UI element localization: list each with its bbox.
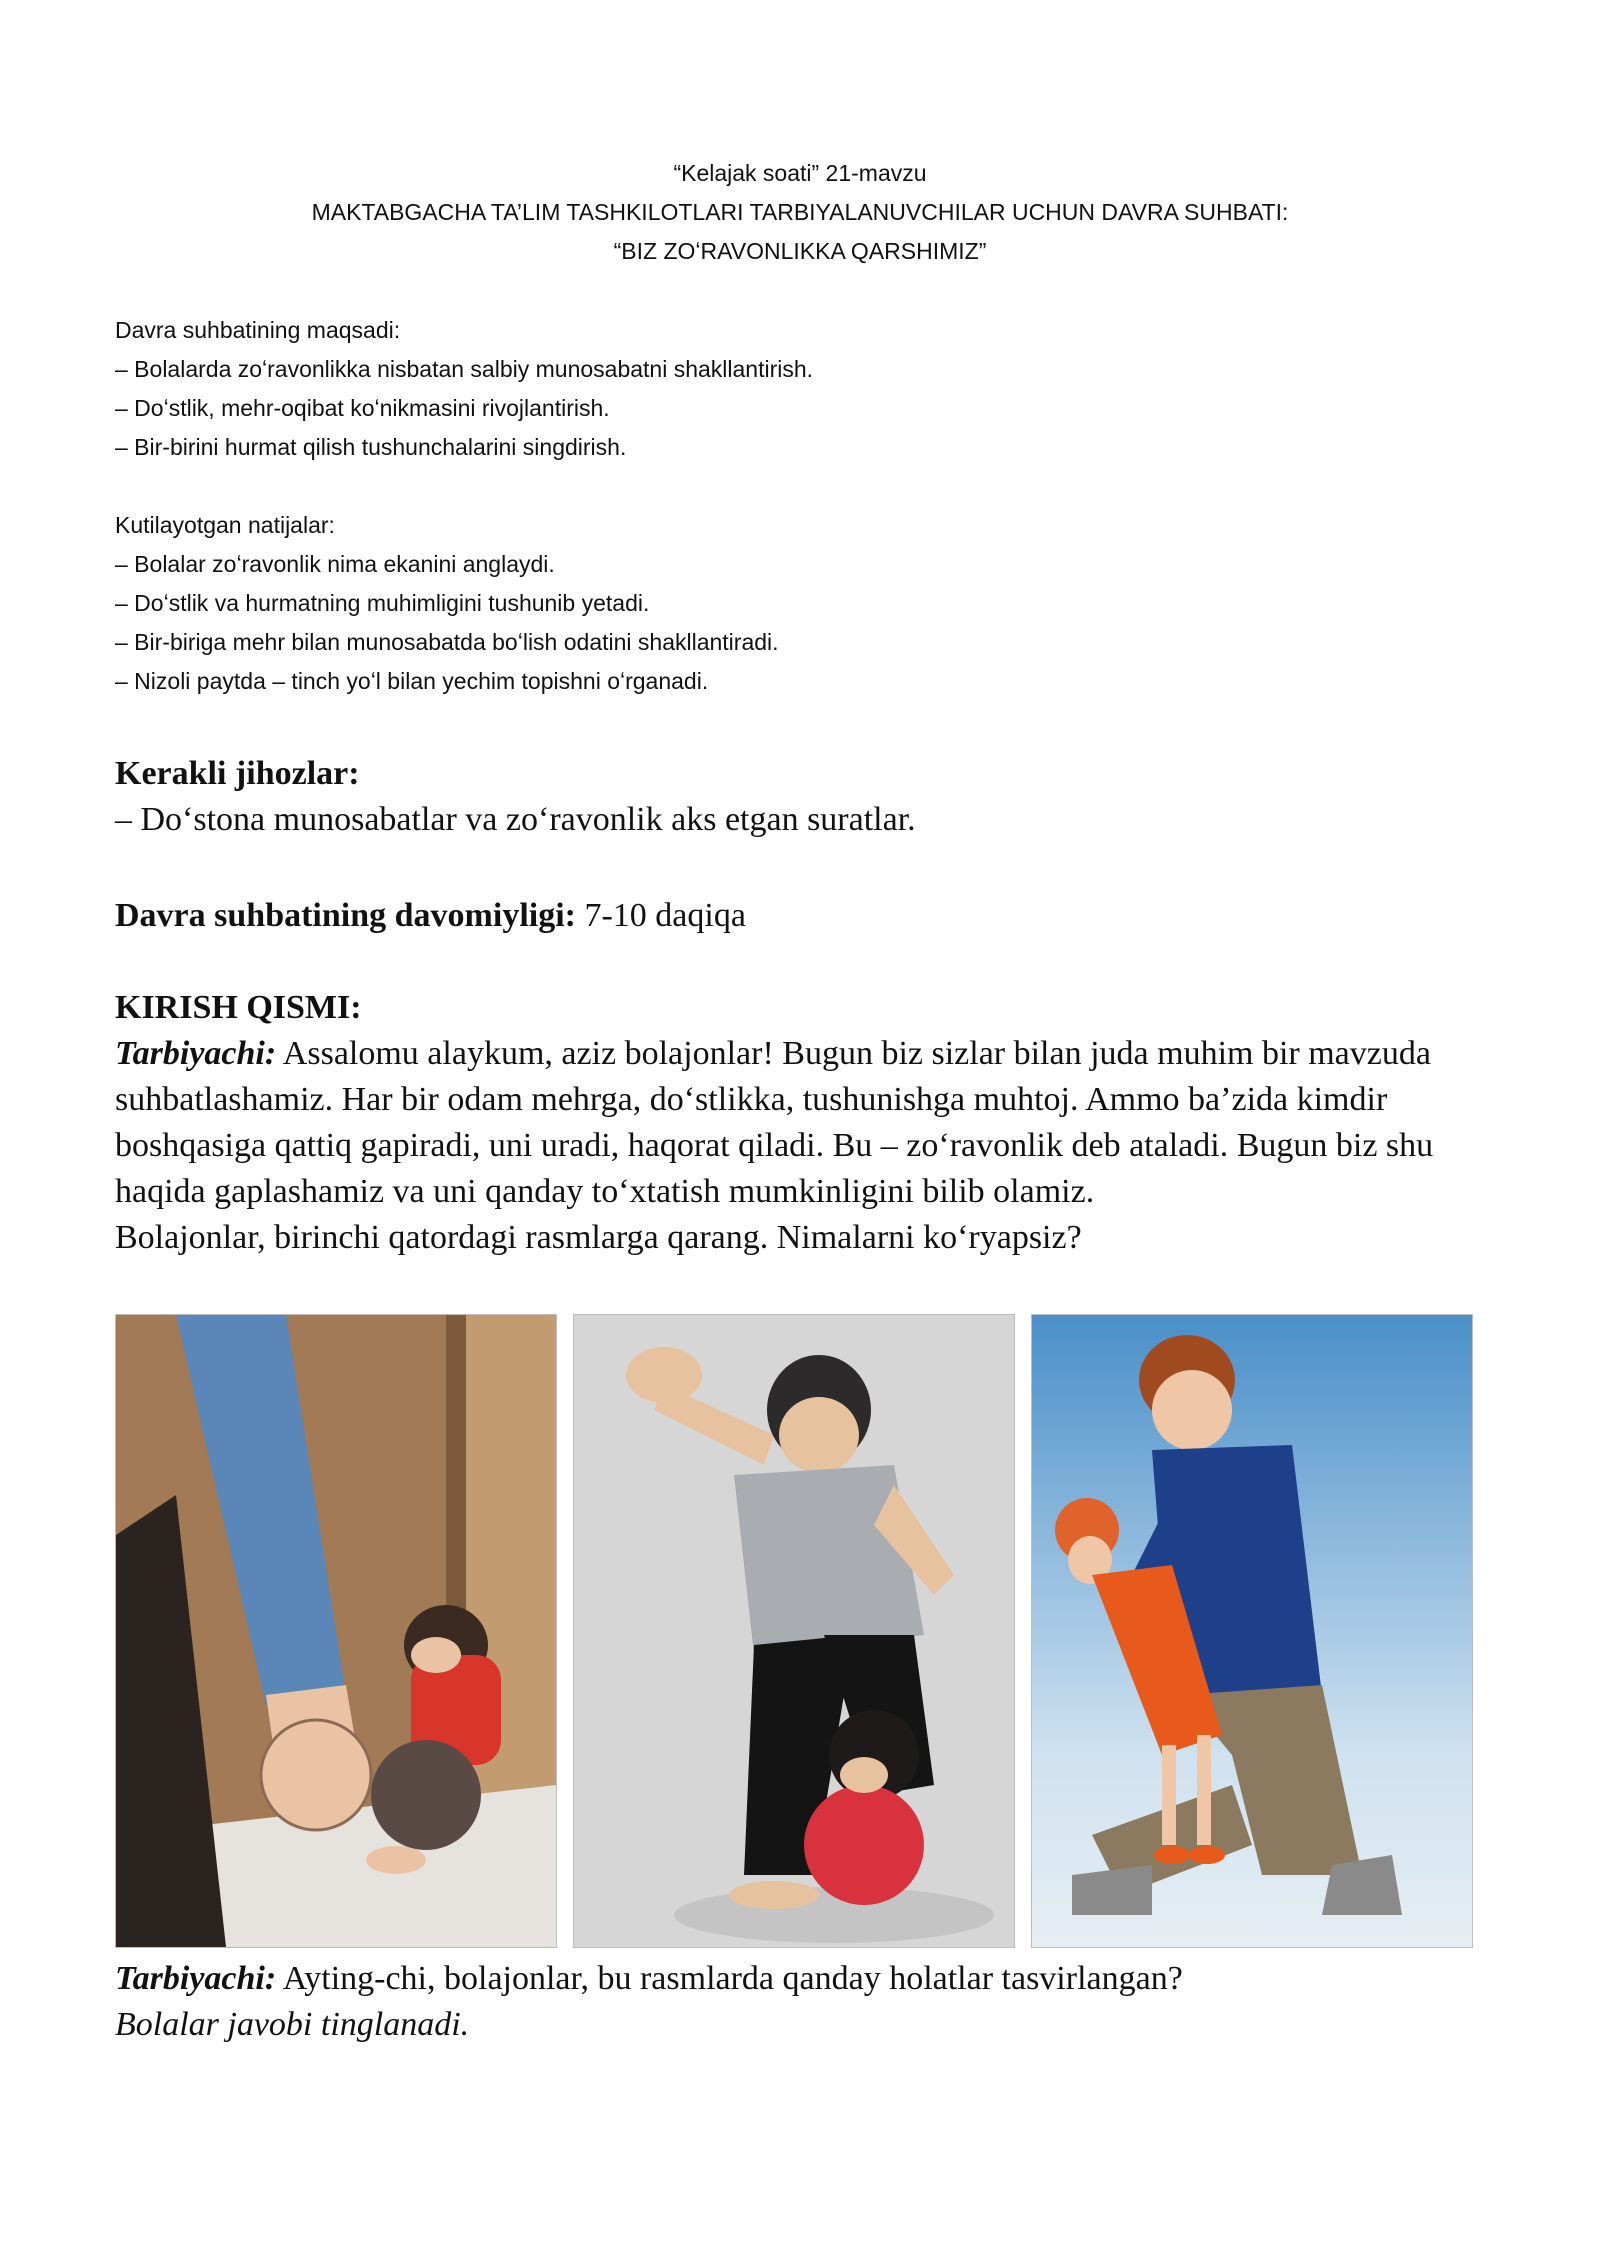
intro-text: Assalomu alaykum, aziz bolajonlar! Bugun biz sizlar bilan juda muhim bir mavzuda suhbatlashamiz. Har bir odam mehrga, doʻstlikka, tushunishga muhtoj. Ammo ba’zida kimdir boshqasiga qattiq gapiradi, uni uradi, haqorat qiladi. Bu – zoʻravonlik deb ataladi. Bugun biz shu haqida gaplashamiz va uni qanday toʻxtatish mumkinligini bilib olamiz. xyxy=(115,1035,1434,1210)
document-header xyxy=(0,154,1600,271)
discussion-speaker: Tarbiyachi: xyxy=(115,1960,277,1997)
results-section xyxy=(115,506,1495,701)
goals-item: – Bolalarda zoʻravonlikka nisbatan salbiy munosabatni shakllantirish. xyxy=(115,356,814,382)
header-line-audience: MAKTABGACHA TA’LIM TASHKILOTLARI TARBIYALANUVCHILAR UCHUN DAVRA SUHBATI: xyxy=(311,199,1289,225)
goals-item: – Bir-birini hurmat qilish tushunchalarini singdirish. xyxy=(115,434,627,460)
duration-label: Davra suhbatining davomiyligi: xyxy=(115,897,576,934)
intro-heading: KIRISH QISMI: xyxy=(115,989,362,1026)
intro-prompt: Bolajonlar, birinchi qatordagi rasmlarga qarang. Nimalarni koʻryapsiz? xyxy=(115,1219,1082,1256)
equipment-title: Kerakli jihozlar: xyxy=(115,755,360,792)
results-item: – Bolalar zoʻravonlik nima ekanini anglaydi. xyxy=(115,551,555,577)
discussion-note: Bolalar javobi tinglanadi. xyxy=(115,2006,470,2043)
duration-value: 7-10 daqiqa xyxy=(575,897,746,934)
results-item: – Bir-biriga mehr bilan munosabatda boʻlish odatini shakllantiradi. xyxy=(115,629,779,655)
illustration-angry-man xyxy=(573,1314,1015,1948)
header-line-title: “BIZ ZOʻRAVONLIKKA QARSHIMIZ” xyxy=(613,238,987,264)
goals-title: Davra suhbatining maqsadi: xyxy=(115,317,401,343)
goals-item: – Doʻstlik, mehr-oqibat koʻnikmasini rivojlantirish. xyxy=(115,395,610,421)
intro-paragraph xyxy=(115,1031,1495,1215)
discussion-section xyxy=(115,1956,1495,2048)
equipment-section xyxy=(115,751,1495,843)
results-item: – Doʻstlik va hurmatning muhimligini tushunib yetadi. xyxy=(115,590,650,616)
goals-section xyxy=(115,311,1495,467)
intro-speaker: Tarbiyachi: xyxy=(115,1035,277,1072)
discussion-question: Ayting-chi, bolajonlar, bu rasmlarda qanday holatlar tasvirlangan? xyxy=(276,1960,1183,1997)
illustrations-row xyxy=(115,1314,1473,1948)
equipment-item: – Doʻstona munosabatlar va zoʻravonlik aks etgan suratlar. xyxy=(115,801,916,838)
results-item: – Nizoli paytda – tinch yoʻl bilan yechim topishni oʻrganadi. xyxy=(115,668,709,694)
duration-section xyxy=(115,893,1495,939)
header-line-topic: “Kelajak soati” 21-mavzu xyxy=(673,160,927,186)
intro-section xyxy=(115,985,1495,1261)
illustration-comforting-man xyxy=(1031,1314,1473,1948)
results-title: Kutilayotgan natijalar: xyxy=(115,512,335,538)
discussion-question-line xyxy=(115,1956,1495,2002)
illustration-child-corner xyxy=(115,1314,557,1948)
